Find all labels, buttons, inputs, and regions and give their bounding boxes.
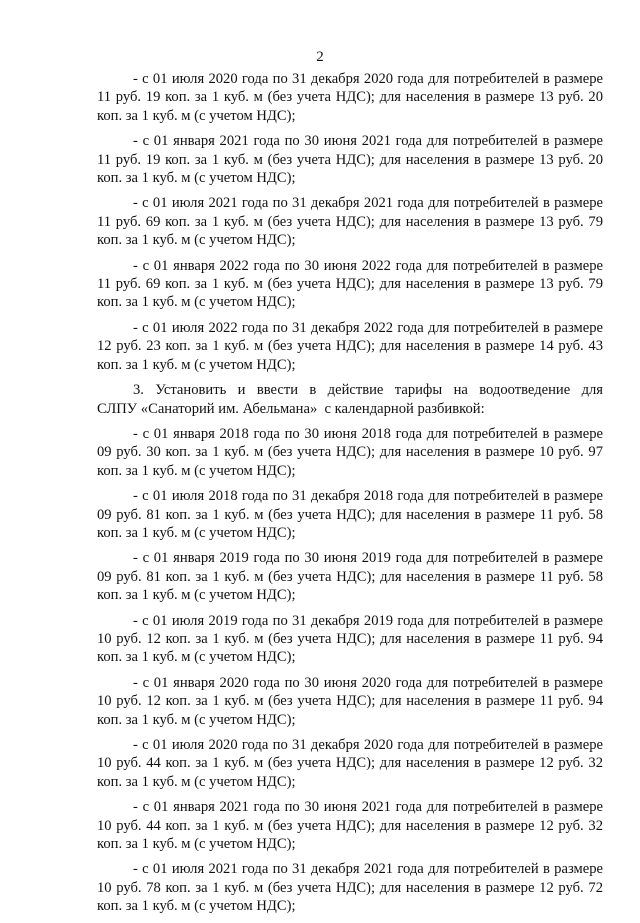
text-line: - с 01 июля 2022 года по 31 декабря 2022 года для потребителей в размере	[133, 319, 603, 336]
paragraph	[97, 70, 603, 125]
text-line: коп. за 1 куб. м (с учетом НДС);	[97, 232, 296, 249]
text-line: 10 руб. 44 коп. за 1 куб. м (без учета НДС); для населения в размере 12 руб. 32	[97, 755, 603, 772]
paragraph	[97, 194, 603, 249]
paragraph	[97, 860, 603, 915]
paragraph	[97, 257, 603, 312]
text-line: - с 01 июля 2020 года по 31 декабря 2020 года для потребителей в размере	[133, 71, 603, 87]
paragraph	[97, 487, 603, 542]
text-line: - с 01 января 2021 года по 30 июня 2021 года для потребителей в размере	[133, 133, 603, 150]
text-line: 11 руб. 19 коп. за 1 куб. м (без учета НДС); для населения в размере 13 руб. 20	[97, 151, 603, 168]
text-line: коп. за 1 куб. м (с учетом НДС);	[97, 107, 296, 124]
text-line: 3. Установить и ввести в действие тарифы на водоотведение для	[133, 382, 603, 399]
text-line: коп. за 1 куб. м (с учетом НДС);	[97, 294, 296, 311]
text-line: коп. за 1 куб. м (с учетом НДС);	[97, 587, 296, 604]
page-number: 2	[316, 49, 324, 65]
text-line: - с 01 июля 2021 года по 31 декабря 2021 года для потребителей в размере	[133, 861, 603, 878]
text-line: 11 руб. 69 коп. за 1 куб. м (без учета НДС); для населения в размере 13 руб. 79	[97, 213, 603, 230]
text-line: - с 01 июля 2018 года по 31 декабря 2018 года для потребителей в размере	[133, 488, 603, 505]
text-line: - с 01 июля 2020 года по 31 декабря 2020 года для потребителей в размере	[133, 737, 603, 753]
text-line: 11 руб. 19 коп. за 1 куб. м (без учета НДС); для населения в размере 13 руб. 20	[97, 89, 603, 106]
text-line: коп. за 1 куб. м (с учетом НДС);	[97, 649, 296, 666]
text-line: - с 01 января 2018 года по 30 июня 2018 года для потребителей в размере	[133, 425, 603, 442]
text-line: - с 01 июля 2021 года по 31 декабря 2021 года для потребителей в размере	[133, 195, 603, 212]
text-line: коп. за 1 куб. м (с учетом НДС);	[97, 711, 296, 728]
text-line: - с 01 июля 2019 года по 31 декабря 2019 года для потребителей в размере	[133, 612, 603, 629]
document-body	[97, 70, 603, 923]
paragraph	[97, 425, 603, 480]
text-line: 12 руб. 23 коп. за 1 куб. м (без учета НДС); для населения в размере 14 руб. 43	[97, 338, 603, 355]
text-line: - с 01 января 2021 года по 30 июня 2021 года для потребителей в размере	[133, 799, 603, 816]
text-line: 10 руб. 12 коп. за 1 куб. м (без учета НДС); для населения в размере 11 руб. 94	[97, 693, 603, 710]
text-line: 10 руб. 12 коп. за 1 куб. м (без учета НДС); для населения в размере 11 руб. 94	[97, 630, 603, 647]
text-line: коп. за 1 куб. м (с учетом НДС);	[97, 462, 296, 479]
text-line: коп. за 1 куб. м (с учетом НДС);	[97, 170, 296, 187]
paragraph	[97, 549, 603, 604]
text-line: 09 руб. 30 коп. за 1 куб. м (без учета НДС); для населения в размере 10 руб. 97	[97, 444, 603, 461]
text-line: - с 01 января 2020 года по 30 июня 2020 года для потребителей в размере	[133, 674, 603, 691]
text-line: коп. за 1 куб. м (с учетом НДС);	[97, 524, 296, 541]
text-line: - с 01 января 2019 года по 30 июня 2019 года для потребителей в размере	[133, 550, 603, 567]
paragraph	[97, 132, 603, 187]
text-line: коп. за 1 куб. м (с учетом НДС);	[97, 773, 296, 790]
text-line: 10 руб. 78 коп. за 1 куб. м (без учета НДС); для населения в размере 12 руб. 72	[97, 879, 603, 896]
paragraph	[97, 674, 603, 729]
text-line: коп. за 1 куб. м (с учетом НДС);	[97, 898, 296, 915]
text-line: 09 руб. 81 коп. за 1 куб. м (без учета НДС); для населения в размере 11 руб. 58	[97, 506, 603, 523]
paragraph	[97, 736, 603, 791]
paragraph	[97, 381, 603, 418]
text-line: коп. за 1 куб. м (с учетом НДС);	[97, 836, 296, 853]
text-line: 11 руб. 69 коп. за 1 куб. м (без учета НДС); для населения в размере 13 руб. 79	[97, 276, 603, 293]
text-line: коп. за 1 куб. м (с учетом НДС);	[97, 356, 296, 373]
text-line: СЛПУ «Санаторий им. Абельмана» с календарной разбивкой:	[97, 400, 485, 417]
paragraph	[97, 319, 603, 374]
text-line: - с 01 января 2022 года по 30 июня 2022 года для потребителей в размере	[133, 257, 603, 274]
text-line: 10 руб. 44 коп. за 1 куб. м (без учета НДС); для населения в размере 12 руб. 32	[97, 817, 603, 834]
text-line: 09 руб. 81 коп. за 1 куб. м (без учета НДС); для населения в размере 11 руб. 58	[97, 568, 603, 585]
paragraph	[97, 798, 603, 853]
paragraph	[97, 612, 603, 667]
